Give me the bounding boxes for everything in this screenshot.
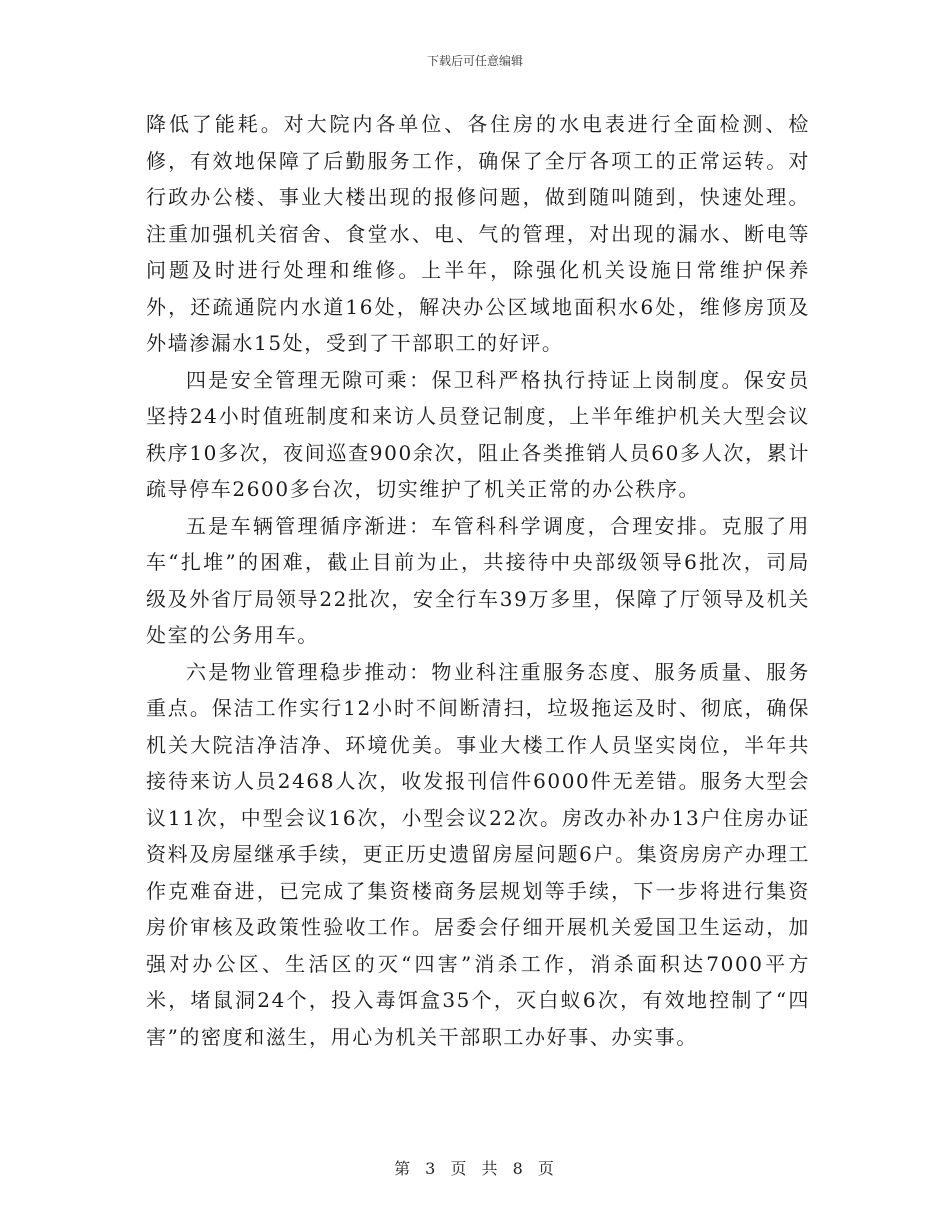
paragraph-security: 四是安全管理无隙可乘：保卫科严格执行持证上岗制度。保安员坚持24小时值班制度和来访人员登记制度，上半年维护机关大型会议秩序10多次，夜间巡查900余次，阻止各类推销人员60多人次，累计疏导停车2600多台次，切实维护了机关正常的办公秩序。 — [146, 367, 810, 501]
page-number-footer: 第 3 页 共 8 页 — [394, 1159, 556, 1178]
paragraph-property: 六是物业管理稳步推动：物业科注重服务态度、服务质量、服务重点。保洁工作实行12小时不间断清扫，垃圾拖运及时、彻底，确保机关大院洁净洁净、环境优美。事业大楼工作人员坚实岗位，半年共接待来访人员2468人次，收发报刊信件6000件无差错。服务大型会议11次，中型会议16次，小型会议22次。房改办补办13户住房办证资料及房屋继承手续，更正历史遗留房屋问题6户。集资房房产办理工作克难奋进，已完成了集资楼商务层规划等手续，下一步将进行集资房价审核及政策性验收工作。居委会仔细开展机关爱国卫生运动，加强对办公区、生活区的灭“四害”消杀工作，消杀面积达7000平方米，堵鼠洞24个，投入毒饵盒35个，灭白蚁6次，有效地控制了“四害”的密度和滋生，用心为机关干部职工办好事、办实事。 — [146, 659, 810, 1049]
document-body — [146, 106, 810, 1055]
paragraph-maintenance: 降低了能耗。对大院内各单位、各住房的水电表进行全面检测、检修，有效地保障了后勤服务工作，确保了全厅各项工的正常运转。对行政办公楼、事业大楼出现的报修问题，做到随叫随到，快速处理。注重加强机关宿舍、食堂水、电、气的管理，对出现的漏水、断电等问题及时进行处理和维修。上半年，除强化机关设施日常维护保养外，还疏通院内水道16处，解决办公区域地面积水6处，维修房顶及外墙渗漏水15处，受到了干部职工的好评。 — [146, 112, 810, 355]
page-header-note: 下载后可任意编辑 — [426, 54, 523, 68]
paragraph-vehicles: 五是车辆管理循序渐进：车管科科学调度，合理安排。克服了用车“扎堆”的困难，截止目前为止，共接待中央部级领导6批次，司局级及外省厅局领导22批次，安全行车39万多里，保障了厅领导及机关处室的公务用车。 — [146, 513, 810, 647]
